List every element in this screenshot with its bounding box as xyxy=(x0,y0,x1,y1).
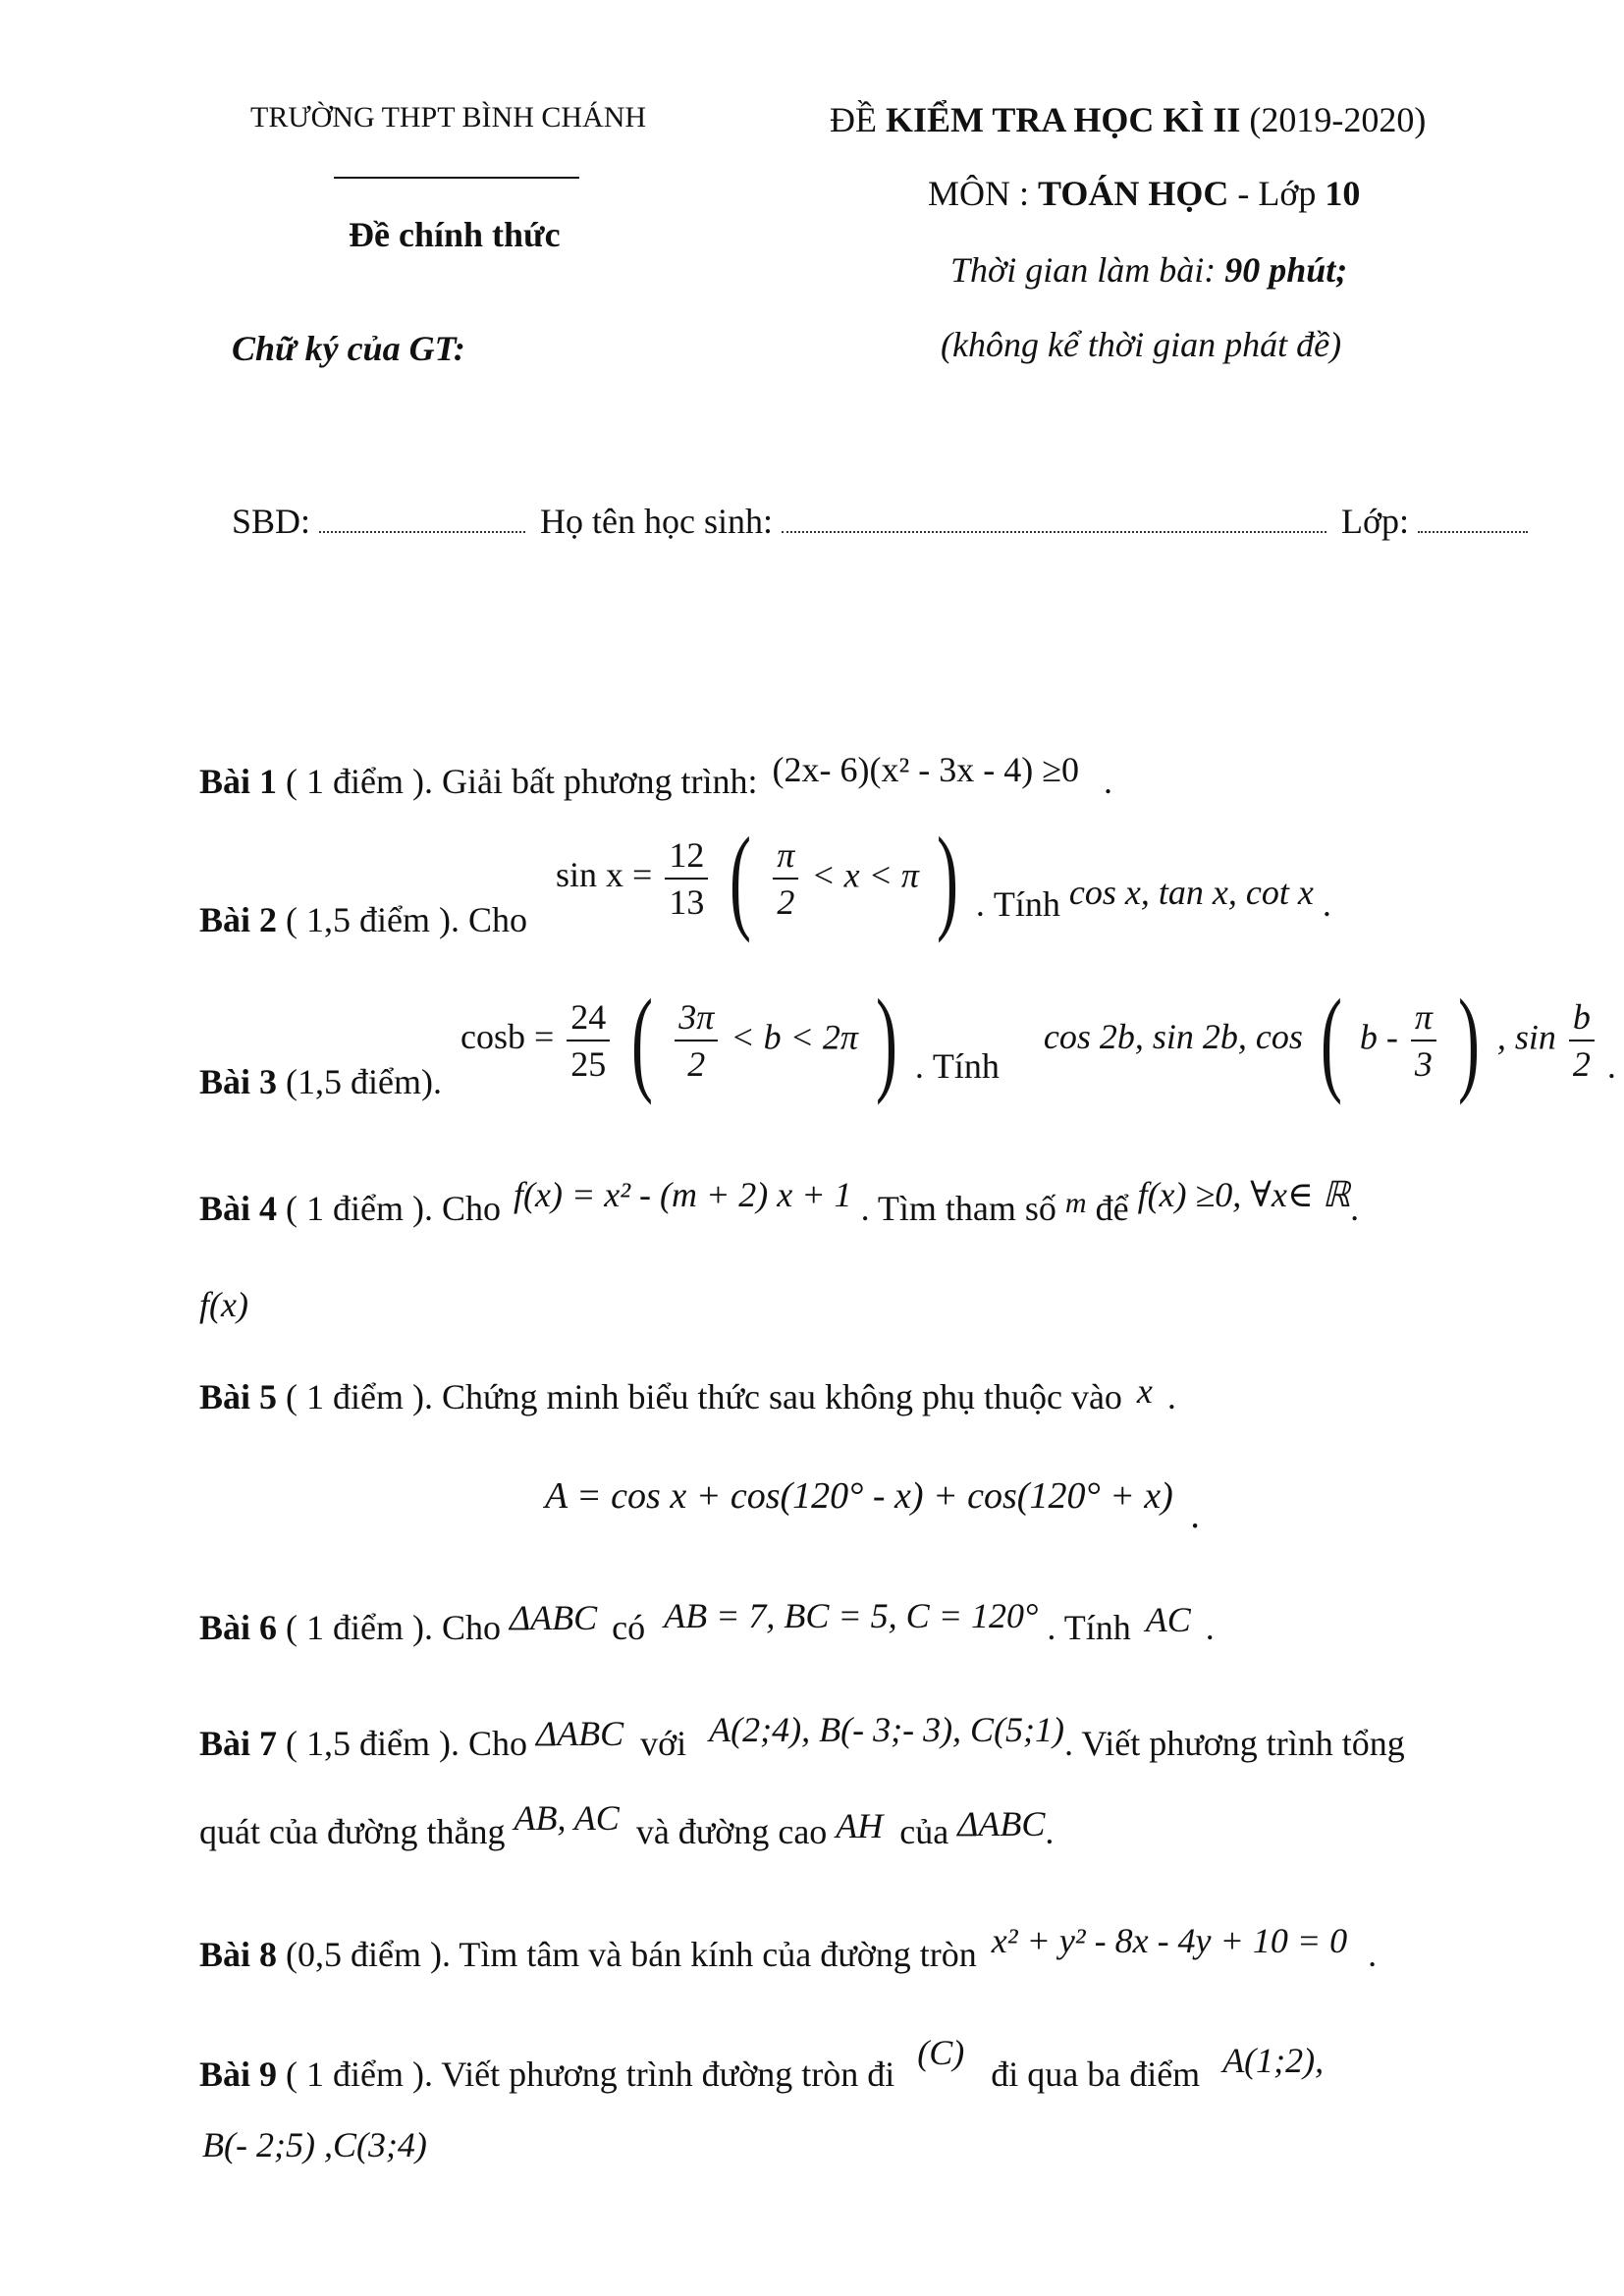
class-label: Lớp: xyxy=(1341,502,1410,541)
problem-2-den: 13 xyxy=(669,882,705,922)
problem-3-end: . xyxy=(1606,1046,1616,1087)
problem-4-de: để xyxy=(1095,1189,1129,1228)
time-prefix: Thời gian làm bài: xyxy=(950,250,1225,290)
left-paren: ( xyxy=(1320,975,1342,1105)
problem-2-cond-fraction xyxy=(773,832,798,925)
problem-4-cond: f(x) ≥0, ∀x∈ ℝ xyxy=(1137,1175,1351,1214)
problem-3-fraction xyxy=(567,994,610,1087)
problem-8-end: . xyxy=(1368,1935,1378,1974)
problem-3-label: Bài 3 xyxy=(199,1062,278,1102)
problem-7-cua: của xyxy=(899,1812,949,1851)
problem-4-end: . xyxy=(1350,1189,1360,1228)
problem-2-cond-den: 2 xyxy=(777,882,795,922)
problem-6-end: . xyxy=(1205,1608,1215,1647)
problem-9-c: (C) xyxy=(917,2033,965,2072)
right-paren: ) xyxy=(875,975,897,1105)
student-info-row xyxy=(232,501,1528,542)
problem-6-text: ( 1 điểm ). Cho xyxy=(277,1608,501,1647)
problem-7-ah: AH xyxy=(836,1806,884,1845)
problem-3-b: b xyxy=(1569,994,1595,1041)
problem-6-label: Bài 6 xyxy=(199,1608,278,1647)
problem-8 xyxy=(199,1921,1378,1975)
problem-2-tinh: . Tính xyxy=(975,884,1060,925)
problem-5-end: . xyxy=(1166,1377,1176,1416)
problem-8-expr: x² + y² - 8x - 4y + 10 = 0 xyxy=(991,1921,1348,1960)
name-field[interactable] xyxy=(782,506,1326,533)
problem-5-formula-end: . xyxy=(1190,1495,1200,1536)
problem-9 xyxy=(199,2033,1325,2095)
school-name: TRƯỜNG THPT BÌNH CHÁNH xyxy=(250,101,647,133)
time-value: 90 phút; xyxy=(1224,250,1348,290)
problem-4-text: ( 1 điểm ). Cho xyxy=(277,1189,501,1228)
problem-2 xyxy=(199,813,1331,943)
problem-5-formula-text: A = cos x + cos(120° - x) + cos(120° + x) xyxy=(545,1475,1173,1517)
problem-3-num: 24 xyxy=(567,994,610,1041)
problem-3-three: 3 xyxy=(1414,1044,1433,1084)
problem-7-voi: với xyxy=(640,1724,687,1763)
problem-6-data: AB = 7, BC = 5, C = 120° xyxy=(664,1596,1039,1635)
problem-4-extra: f(x) xyxy=(199,1285,248,1324)
exam-title-text: KIỂM TRA HỌC KÌ II xyxy=(886,100,1241,139)
problem-1-end: . xyxy=(1103,762,1112,801)
problem-2-cond-num: π xyxy=(773,832,798,880)
left-paren: ( xyxy=(631,975,654,1105)
class-field[interactable] xyxy=(1418,506,1528,533)
problem-2-lhs: sin x = xyxy=(556,855,653,895)
problem-7-tri2: ΔABC xyxy=(957,1804,1046,1843)
problem-4 xyxy=(199,1175,1360,1229)
problem-1-text: ( 1 điểm ). Giải bất phương trình: xyxy=(277,762,758,801)
problem-4-mid: . Tìm tham số xyxy=(860,1189,1056,1228)
problem-3-lhs: cosb = xyxy=(460,1017,555,1057)
problem-6-ask: AC xyxy=(1145,1600,1191,1639)
grade-prefix: - Lớp xyxy=(1228,174,1326,213)
problem-7-va: và đường cao xyxy=(635,1812,828,1851)
problem-7-ab: AB, AC xyxy=(514,1798,620,1838)
problem-5-label: Bài 5 xyxy=(199,1377,278,1416)
time-note: (không kể thời gian phát đề) xyxy=(941,325,1342,364)
problem-8-text: (0,5 điểm ). Tìm tâm và bán kính của đường tròn xyxy=(277,1935,977,1974)
problem-3-ask1: cos 2b, sin 2b, cos xyxy=(1043,1017,1303,1057)
exam-prefix: ĐỀ xyxy=(830,100,886,139)
problem-6-co: có xyxy=(612,1608,646,1647)
problem-3-tinh: . Tính xyxy=(914,1046,1000,1087)
problem-2-label: Bài 2 xyxy=(199,900,278,940)
problem-2-num: 12 xyxy=(665,832,708,880)
grade: 10 xyxy=(1325,174,1361,213)
problem-7-pts: A(2;4), B(- 3;- 3), C(5;1) xyxy=(709,1710,1065,1749)
subject-line xyxy=(928,173,1360,214)
problem-5-var: x xyxy=(1136,1371,1153,1411)
signature-label: Chữ ký của GT: xyxy=(232,329,465,368)
problem-3-half-fraction xyxy=(1569,994,1595,1087)
problem-9-mid: đi qua ba điểm xyxy=(991,2055,1201,2094)
problem-5 xyxy=(199,1371,1176,1417)
problem-1-expr: (2x- 6)(x² - 3x - 4) ≥0 xyxy=(772,750,1079,789)
problem-7-tri: ΔABC xyxy=(536,1714,624,1753)
problem-1 xyxy=(199,750,1112,802)
problem-7-text: ( 1,5 điểm ). Cho xyxy=(277,1724,527,1763)
problem-4-expr: f(x) = x² - (m + 2) x + 1 xyxy=(514,1175,852,1214)
right-paren: ) xyxy=(936,813,958,943)
problem-3-den: 25 xyxy=(570,1044,607,1084)
problem-2-cond-rest: < x < π xyxy=(811,855,919,895)
problem-5-formula xyxy=(545,1474,1200,1536)
problem-6-tri: ΔABC xyxy=(510,1598,598,1637)
problem-7-line2 xyxy=(199,1798,1055,1852)
problem-9-a: A(1;2), xyxy=(1222,2041,1325,2080)
name-label: Họ tên học sinh: xyxy=(540,502,774,541)
right-paren: ) xyxy=(1457,975,1480,1105)
problem-3-cond-den: 2 xyxy=(687,1044,706,1084)
problem-1-label: Bài 1 xyxy=(199,762,278,801)
problem-3 xyxy=(199,975,1616,1105)
problem-3-pi-fraction xyxy=(1411,994,1436,1087)
problem-2-ask: cos x, tan x, cot x xyxy=(1068,873,1314,913)
left-paren: ( xyxy=(730,813,752,943)
subject-prefix: MÔN : xyxy=(928,174,1039,213)
problem-9-label: Bài 9 xyxy=(199,2055,278,2094)
problem-3-pi: π xyxy=(1411,994,1436,1041)
problem-7-label: Bài 7 xyxy=(199,1724,278,1763)
problem-5-text: ( 1 điểm ). Chứng minh biểu thức sau không phụ thuộc vào xyxy=(277,1377,1122,1416)
problem-2-text: ( 1,5 điểm ). Cho xyxy=(277,900,527,940)
problem-3-cond-rest: < b < 2π xyxy=(731,1017,858,1057)
time-line xyxy=(950,249,1347,291)
problem-3-text: (1,5 điểm). xyxy=(277,1062,442,1102)
problem-7-end: . xyxy=(1045,1812,1055,1851)
problem-3-ask2: , sin xyxy=(1496,1017,1556,1057)
problem-3-cond-fraction xyxy=(675,994,718,1087)
problem-7-line2a: quát của đường thẳng xyxy=(199,1812,506,1851)
problem-2-fraction xyxy=(665,832,708,925)
subject: TOÁN HỌC xyxy=(1038,174,1229,213)
exam-title xyxy=(830,99,1426,140)
problem-3-ask-b: b - xyxy=(1359,1017,1398,1057)
problem-7-rest: . Viết phương trình tổng xyxy=(1064,1724,1405,1763)
sbd-field[interactable] xyxy=(319,506,525,533)
exam-year: (2019-2020) xyxy=(1240,100,1427,139)
sbd-label: SBD: xyxy=(232,502,311,541)
problem-2-end: . xyxy=(1322,884,1331,925)
problem-6-tinh: . Tính xyxy=(1047,1608,1131,1647)
problem-8-label: Bài 8 xyxy=(199,1935,278,1974)
header-divider xyxy=(334,177,579,179)
problem-3-two: 2 xyxy=(1572,1044,1591,1084)
problem-9-text: ( 1 điểm ). Viết phương trình đường tròn đi xyxy=(277,2055,895,2094)
problem-4-label: Bài 4 xyxy=(199,1189,278,1228)
problem-3-cond-num: 3π xyxy=(675,994,718,1041)
problem-4-m: m xyxy=(1064,1187,1087,1219)
problem-9-line2: B(- 2;5) ,C(3;4) xyxy=(202,2125,427,2164)
problem-6 xyxy=(199,1596,1215,1648)
official-label: Đề chính thức xyxy=(349,215,561,254)
problem-7 xyxy=(199,1710,1405,1764)
